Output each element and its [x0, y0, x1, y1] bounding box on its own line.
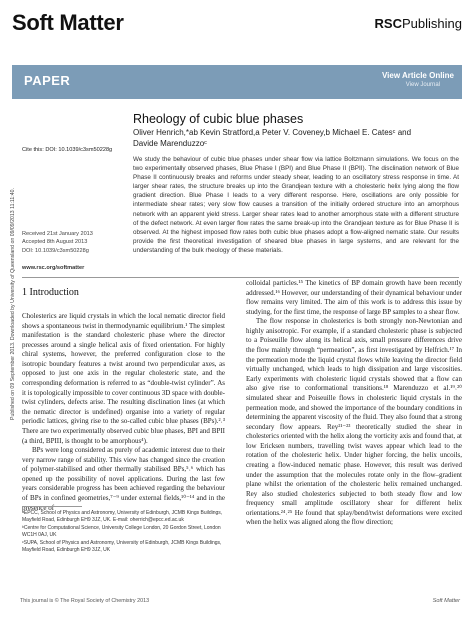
article-doi[interactable]: DOI: 10.1039/c3sm50228g — [22, 248, 89, 254]
accepted-date: Accepted 8th August 2013 — [22, 239, 88, 245]
column-left — [22, 312, 225, 513]
publisher-logo-rsc: RSC — [374, 16, 402, 31]
paragraph: The flow response in cholesterics is both strongly non-Newtonian and highly anisotropic. For example, if a standard cholesteric phase is subjected to a Poiseuille flow along its helical axis, small pressure differences drive the flow mainly through “permeation”, as first investigated by Helfrich.¹⁷ In the permeation mode the liquid crystal flows while leaving the director field virtually unchanged, which leads to high dissipation and large viscosities. Early experiments with cholesteric liquid crystals showed that a flow can also give rise to conformational transitions.¹⁸ Marenduzzo et al.¹⁹˒²⁰ simulated shear and Poiseuille flows in cholesteric liquid crystals in the permeation mode, and showed the importance of the boundary conditions in determining the apparent viscosity of the fluid. They also found that a strong secondary flow appears. Rey²¹⁻²³ theoretically studied the shear in cholesterics oriented with the helix along the vorticity axis and found that, at low Ericksen numbers, travelling twist waves appear which lead to the rotation of the cholesteric helix. Under higher forcing, the helix uncoils, creating a flow-induced nematic phase. However, this result was derived under the assumption that the molecules rotate only in the flow–gradient plane whilst the orientation of the cholesteric helix remained unchanged. Rey also studied cholesterics subjected to both steady flow and low frequency small amplitude oscillatory shear for different helix orientations.²⁴˒²⁵ He found that splay/bend/twist deformations were excited when the helix was aligned along the flow direction; — [246, 317, 462, 527]
column-right — [246, 279, 462, 528]
article-title: Rheology of cubic blue phases — [133, 112, 304, 126]
article-dates — [22, 230, 93, 246]
section-heading: 1 Introduction — [22, 287, 79, 298]
author-list: Oliver Henrich,*ab Kevin Stratford,a Peter V. Coveney,b Michael E. Catesᶜ and Davide Marenduzzoᶜ — [133, 128, 412, 148]
received-date: Received 21st January 2013 — [22, 231, 93, 237]
abstract: We study the behaviour of cubic blue phases under shear flow via lattice Boltzmann simulations. We focus on the two experimentally observed phases, Blue Phase I (BPI) and Blue Phase II (BPII). The disclination network of Blue Phase II continuously breaks and reforms under steady shear, leading to an oscillatory stress response in time. At larger shear rates, the structure breaks up into the Grandjean texture with a cholesteric helix lying along the flow gradient direction. Blue Phase I leads to a very different response. Here, oscillations are only possible for intermediate shear rates; very slow flow causes a transition of the initially ordered structure into an amorphous network with an apparent yield stress. Larger shear rates lead to another amorphous state with a different structure of the defect network. At even larger flow rates the same break-up into the Grandjean texture as for Blue Phase II is observed. At the highest imposed flow rates both cubic blue phases adopt a flow-aligned nematic state. Our results provide the first theoretical investigation of sheared blue phases in large systems, and are relevant for the understanding of the bulk rheology of these materials. — [133, 156, 459, 254]
footnote-divider — [22, 506, 82, 507]
affiliation-footnotes — [22, 510, 225, 554]
cite-doi: Cite this: DOI: 10.1039/c3sm50228g — [22, 147, 113, 153]
journal-title: Soft Matter — [12, 10, 124, 35]
paragraph: colloidal particles.¹⁵ The kinetics of BP domain growth have been recently addressed.¹⁶ However, our understanding of their dynamical behaviour under flow remains very limited. The aim of this work is to address this issue by studying, for the first time, the response of large BP samples to a shear flow. — [246, 279, 462, 316]
footnote: ᶜSUPA, School of Physics and Astronomy, University of Edinburgh, JCMB Kings Buildings, Mayfield Road, Edinburgh EH9 3JZ, UK — [22, 539, 222, 554]
paragraph: BPs were long considered as purely of academic interest due to their very narrow range of stability. This view has changed since the creation of polymer-stabilised and other thermally stabilised BPs,⁵˒⁶ which has opened up the possibility of novel applications. During the last few years considerable progress has been achieved regarding the behaviour of BPs in confined geometries,⁷⁻⁹ under external fields,¹⁰⁻¹⁴ and in the presence of — [22, 446, 225, 512]
copyright-footer: This journal is © The Royal Society of Chemistry 2013 — [20, 598, 150, 604]
journal-url[interactable]: www.rsc.org/softmatter — [22, 265, 85, 271]
download-watermark-text: Published on 09 September 2013. Downloaded by University of Queensland on 09/09/2013 11:11:40. — [10, 188, 16, 420]
download-watermark — [2, 90, 16, 420]
divider — [22, 277, 459, 278]
article-type-label: PAPER — [24, 73, 71, 88]
footnote: ᵇCentre for Computational Science, University College London, 20 Gordon Street, London WC1H 0AJ, UK — [22, 524, 221, 539]
publisher-logo-publishing: Publishing — [402, 16, 462, 31]
view-journal-link[interactable]: View Journal — [405, 82, 440, 88]
paragraph: Cholesterics are liquid crystals in which the local nematic director field shows a spontaneous twist in thermodynamic equilibrium.¹ The simplest manifestation is the standard cholesteric phase where the director precesses around a single helical axis of fixed orientation. For highly chiral systems, however, the preferred configuration close to the isotropic boundary features a twist around two perpendicular axes, as opposed to just one axis in the regular cholesteric state, and the corresponding deformation is referred to as “double-twist cylinder”. As it is topologically impossible to cover continuous 3D space with double-twist cylinders, defects arise. The resulting disclination lines (at which the nematic director is undefined) organise into a variety of regular periodic lattices, giving rise to the so-called cubic blue phases (BPs).²˒³ There are two experimentally observed cubic blue phases, BPI and BPII (a third, BPIII, is thought to be amorphous⁴). — [22, 312, 225, 445]
publisher-logo[interactable] — [375, 16, 462, 31]
footnote: ᵃEPCC, School of Physics and Astronomy, University of Edinburgh, JCMB Kings Buildings, Mayfield Road, Edinburgh EH9 3JZ, UK. E-mail: oherrich@epcc.ed.ac.uk — [22, 510, 223, 524]
journal-footer: Soft Matter — [432, 598, 460, 604]
view-article-online-link[interactable]: View Article Online — [381, 71, 454, 80]
